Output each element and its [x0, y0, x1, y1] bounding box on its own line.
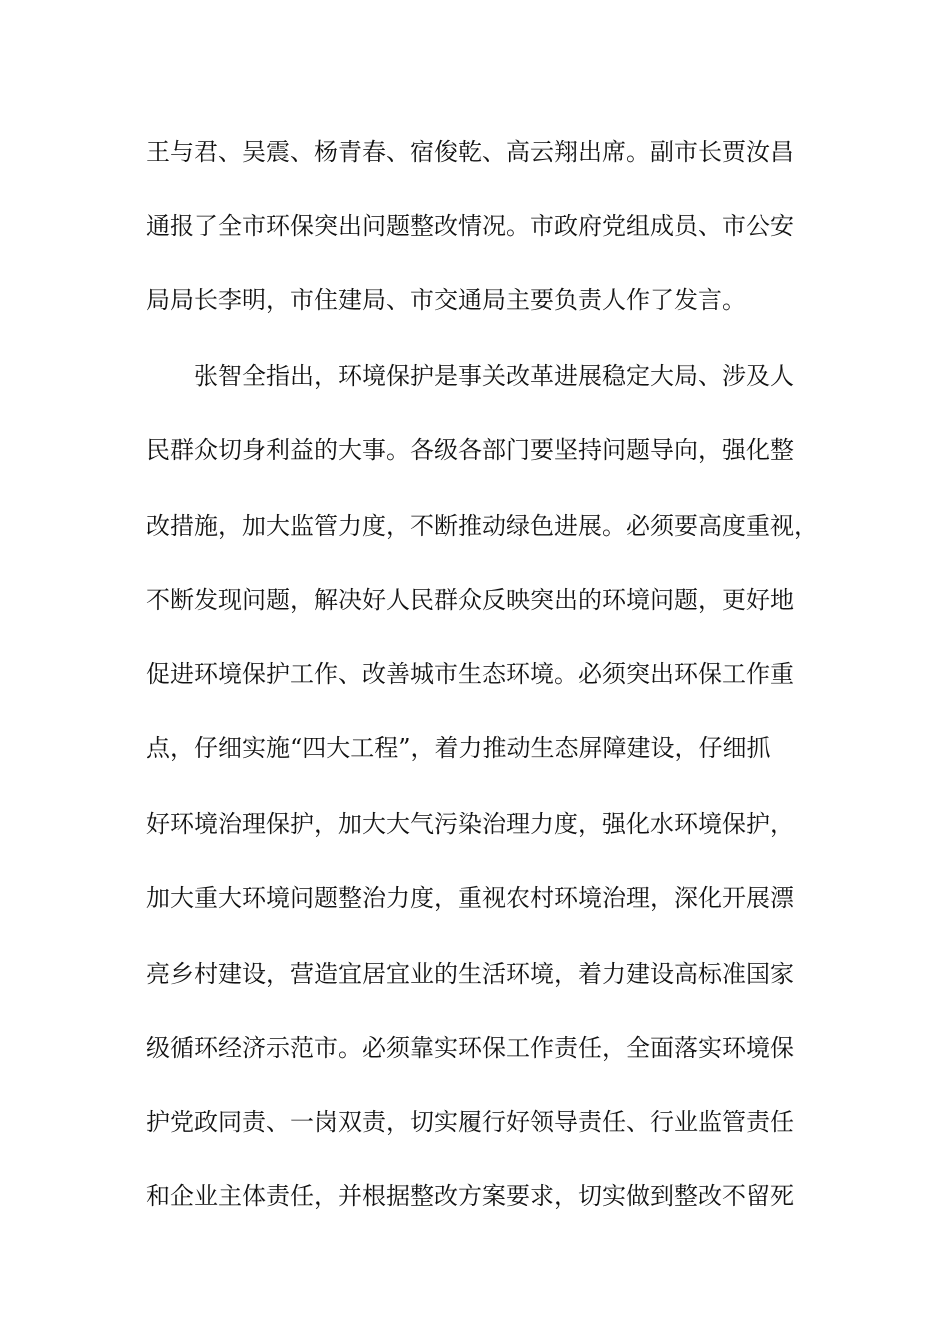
text-line: 促进环境保护工作、改善城市生态环境。必须突出环保工作重 [146, 660, 794, 688]
text-line: 不断发现问题，解决好人民群众反映突出的环境问题，更好地 [146, 586, 794, 614]
text-line: 王与君、吴震、杨青春、宿俊乾、高云翔出席。副市长贾汝昌 [146, 138, 794, 166]
text-line: 好环境治理保护，加大大气污染治理力度，强化水环境保护， [146, 810, 794, 838]
text-line: 点，仔细实施“四大工程”，着力推动生态屏障建设，仔细抓 [146, 734, 771, 762]
text-line: 改措施，加大监管力度，不断推动绿色进展。必须要高度重视， [146, 512, 818, 540]
text-line: 局局长李明，市住建局、市交通局主要负责人作了发言。 [146, 286, 746, 314]
text-line: 和企业主体责任，并根据整改方案要求，切实做到整改不留死 [146, 1182, 794, 1210]
text-line: 护党政同责、一岗双责，切实履行好领导责任、行业监管责任 [146, 1108, 794, 1136]
text-line: 级循环经济示范市。必须靠实环保工作责任，全面落实环境保 [146, 1034, 794, 1062]
text-line: 民群众切身利益的大事。各级各部门要坚持问题导向，强化整 [146, 436, 794, 464]
text-line: 张智全指出，环境保护是事关改革进展稳定大局、涉及人 [194, 362, 794, 390]
text-line: 亮乡村建设，营造宜居宜业的生活环境，着力建设高标准国家 [146, 960, 794, 988]
text-line: 通报了全市环保突出问题整改情况。市政府党组成员、市公安 [146, 212, 794, 240]
text-line: 加大重大环境问题整治力度，重视农村环境治理，深化开展漂 [146, 884, 794, 912]
